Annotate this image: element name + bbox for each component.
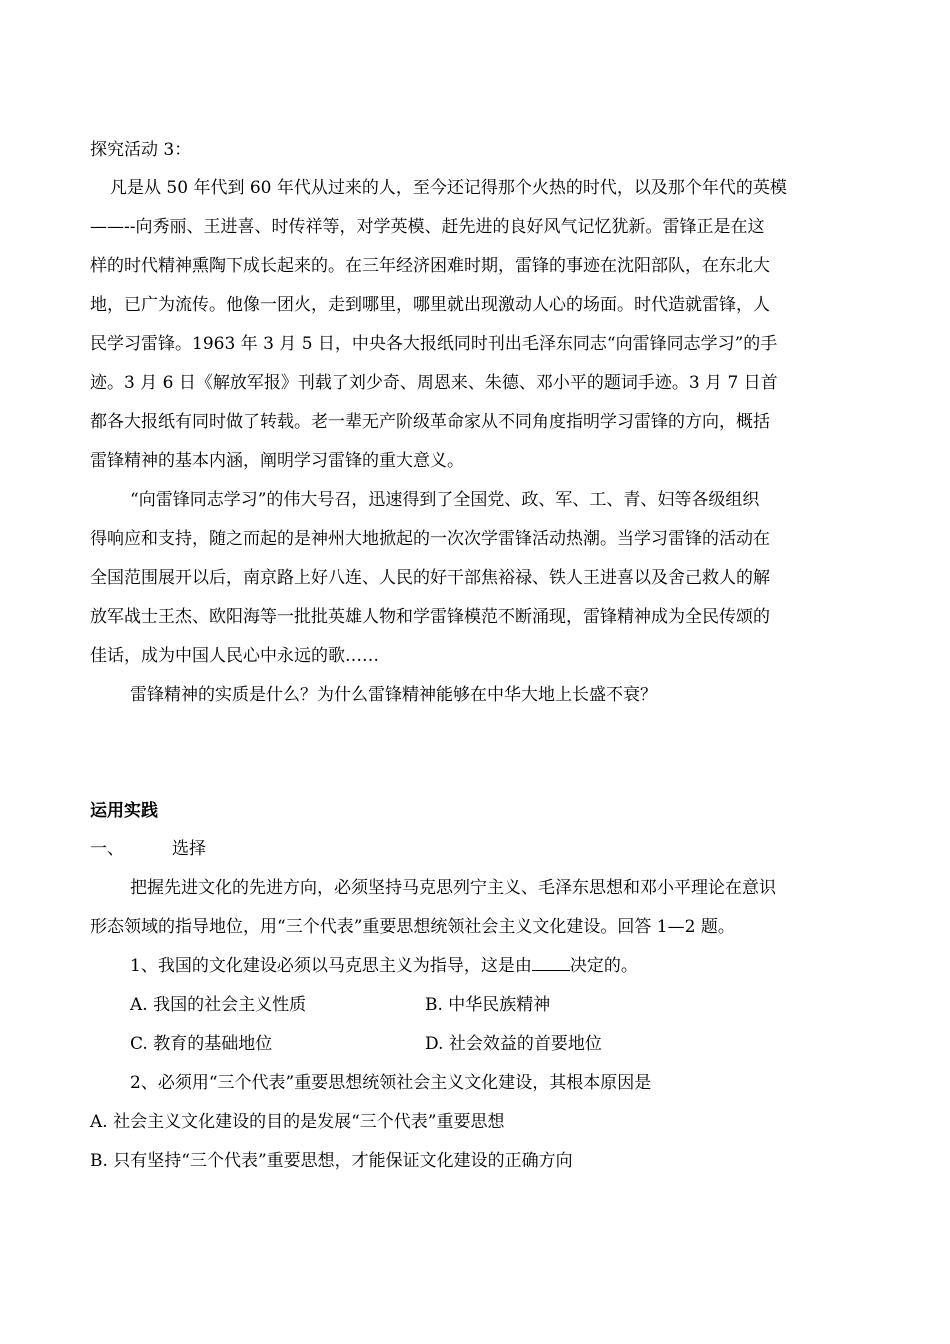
paragraph1-line: 民学习雷锋。1963 年 3 月 5 日，中央各大报纸同时刊出毛泽东同志“向雷锋同志学习”的手 [90,334,778,354]
paragraph1-line: 迹。3 月 6 日《解放军报》刊载了刘少奇、周恩来、朱德、邓小平的题词手迹。3 月 7 日首 [90,373,778,393]
question-1-option-c: C. 教育的基础地位 [130,1034,273,1054]
question-1-stem-end: 决定的。 [569,956,638,976]
question-1-option-a: A. 我国的社会主义性质 [130,995,307,1015]
choice-heading-number: 一、 [90,839,124,859]
paragraph2-line: 佳话，成为中国人民心中永远的歌…… [90,646,379,666]
section-title: 探究活动 3： [90,140,192,160]
answer-blank [532,954,570,971]
discussion-question: 雷锋精神的实质是什么？为什么雷锋精神能够在中华大地上长盛不衰？ [130,685,657,705]
question-2-stem: 2、必须用“三个代表”重要思想统领社会主义文化建设，其根本原因是 [130,1073,652,1093]
paragraph1-line: 雷锋精神的基本内涵，阐明学习雷锋的重大意义。 [90,451,464,471]
question-1-option-d: D. 社会效益的首要地位 [425,1034,602,1054]
paragraph1-line: ——--向秀丽、王进喜、时传祥等，对学英模、赶先进的良好风气记忆犹新。雷锋正是在这 [90,217,765,237]
paragraph2-line: 放军战士王杰、欧阳海等一批批英雄人物和学雷锋模范不断涌现，雷锋精神成为全民传颂的 [90,607,770,627]
choice-heading [90,837,206,861]
choice-intro-line: 形态领域的指导地位，用“三个代表”重要思想统领社会主义文化建设。回答 1—2 题。 [90,917,735,937]
paragraph1-line: 凡是从 50 年代到 60 年代从过来的人，至今还记得那个火热的时代，以及那个年代的英模 [110,178,787,198]
paragraph1-line: 地，已广为流传。他像一团火，走到哪里，哪里就出现激动人心的场面。时代造就雷锋，人 [90,295,770,315]
question-1-stem-text: 1、我国的文化建设必须以马克思主义为指导，这是由 [130,956,532,976]
paragraph2-line: “向雷锋同志学习”的伟大号召，迅速得到了全国党、政、军、工、青、妇等各级组织 [130,490,760,510]
paragraph1-line: 都各大报纸有同时做了转载。老一辈无产阶级革命家从不同角度指明学习雷锋的方向，概括 [90,412,770,432]
paragraph2-line: 得响应和支持，随之而起的是神州大地掀起的一次次学雷锋活动热潮。当学习雷锋的活动在 [90,529,770,549]
question-2-option-a: A. 社会主义文化建设的目的是发展“三个代表”重要思想 [90,1112,505,1132]
question-2-option-b: B. 只有坚持“三个代表”重要思想，才能保证文化建设的正确方向 [90,1151,573,1171]
question-1-option-b: B. 中华民族精神 [425,995,551,1015]
paragraph2-line: 全国范围展开以后，南京路上好八连、人民的好干部焦裕禄、铁人王进喜以及舍己救人的解 [90,568,770,588]
practice-title: 运用实践 [90,801,158,821]
paragraph1-line: 样的时代精神熏陶下成长起来的。在三年经济困难时期，雷锋的事迹在沈阳部队，在东北大 [90,256,770,276]
question-1-stem [130,954,638,978]
choice-intro-line: 把握先进文化的先进方向，必须坚持马克思列宁主义、毛泽东思想和邓小平理论在意识 [130,878,776,898]
choice-heading-label: 选择 [172,839,206,859]
